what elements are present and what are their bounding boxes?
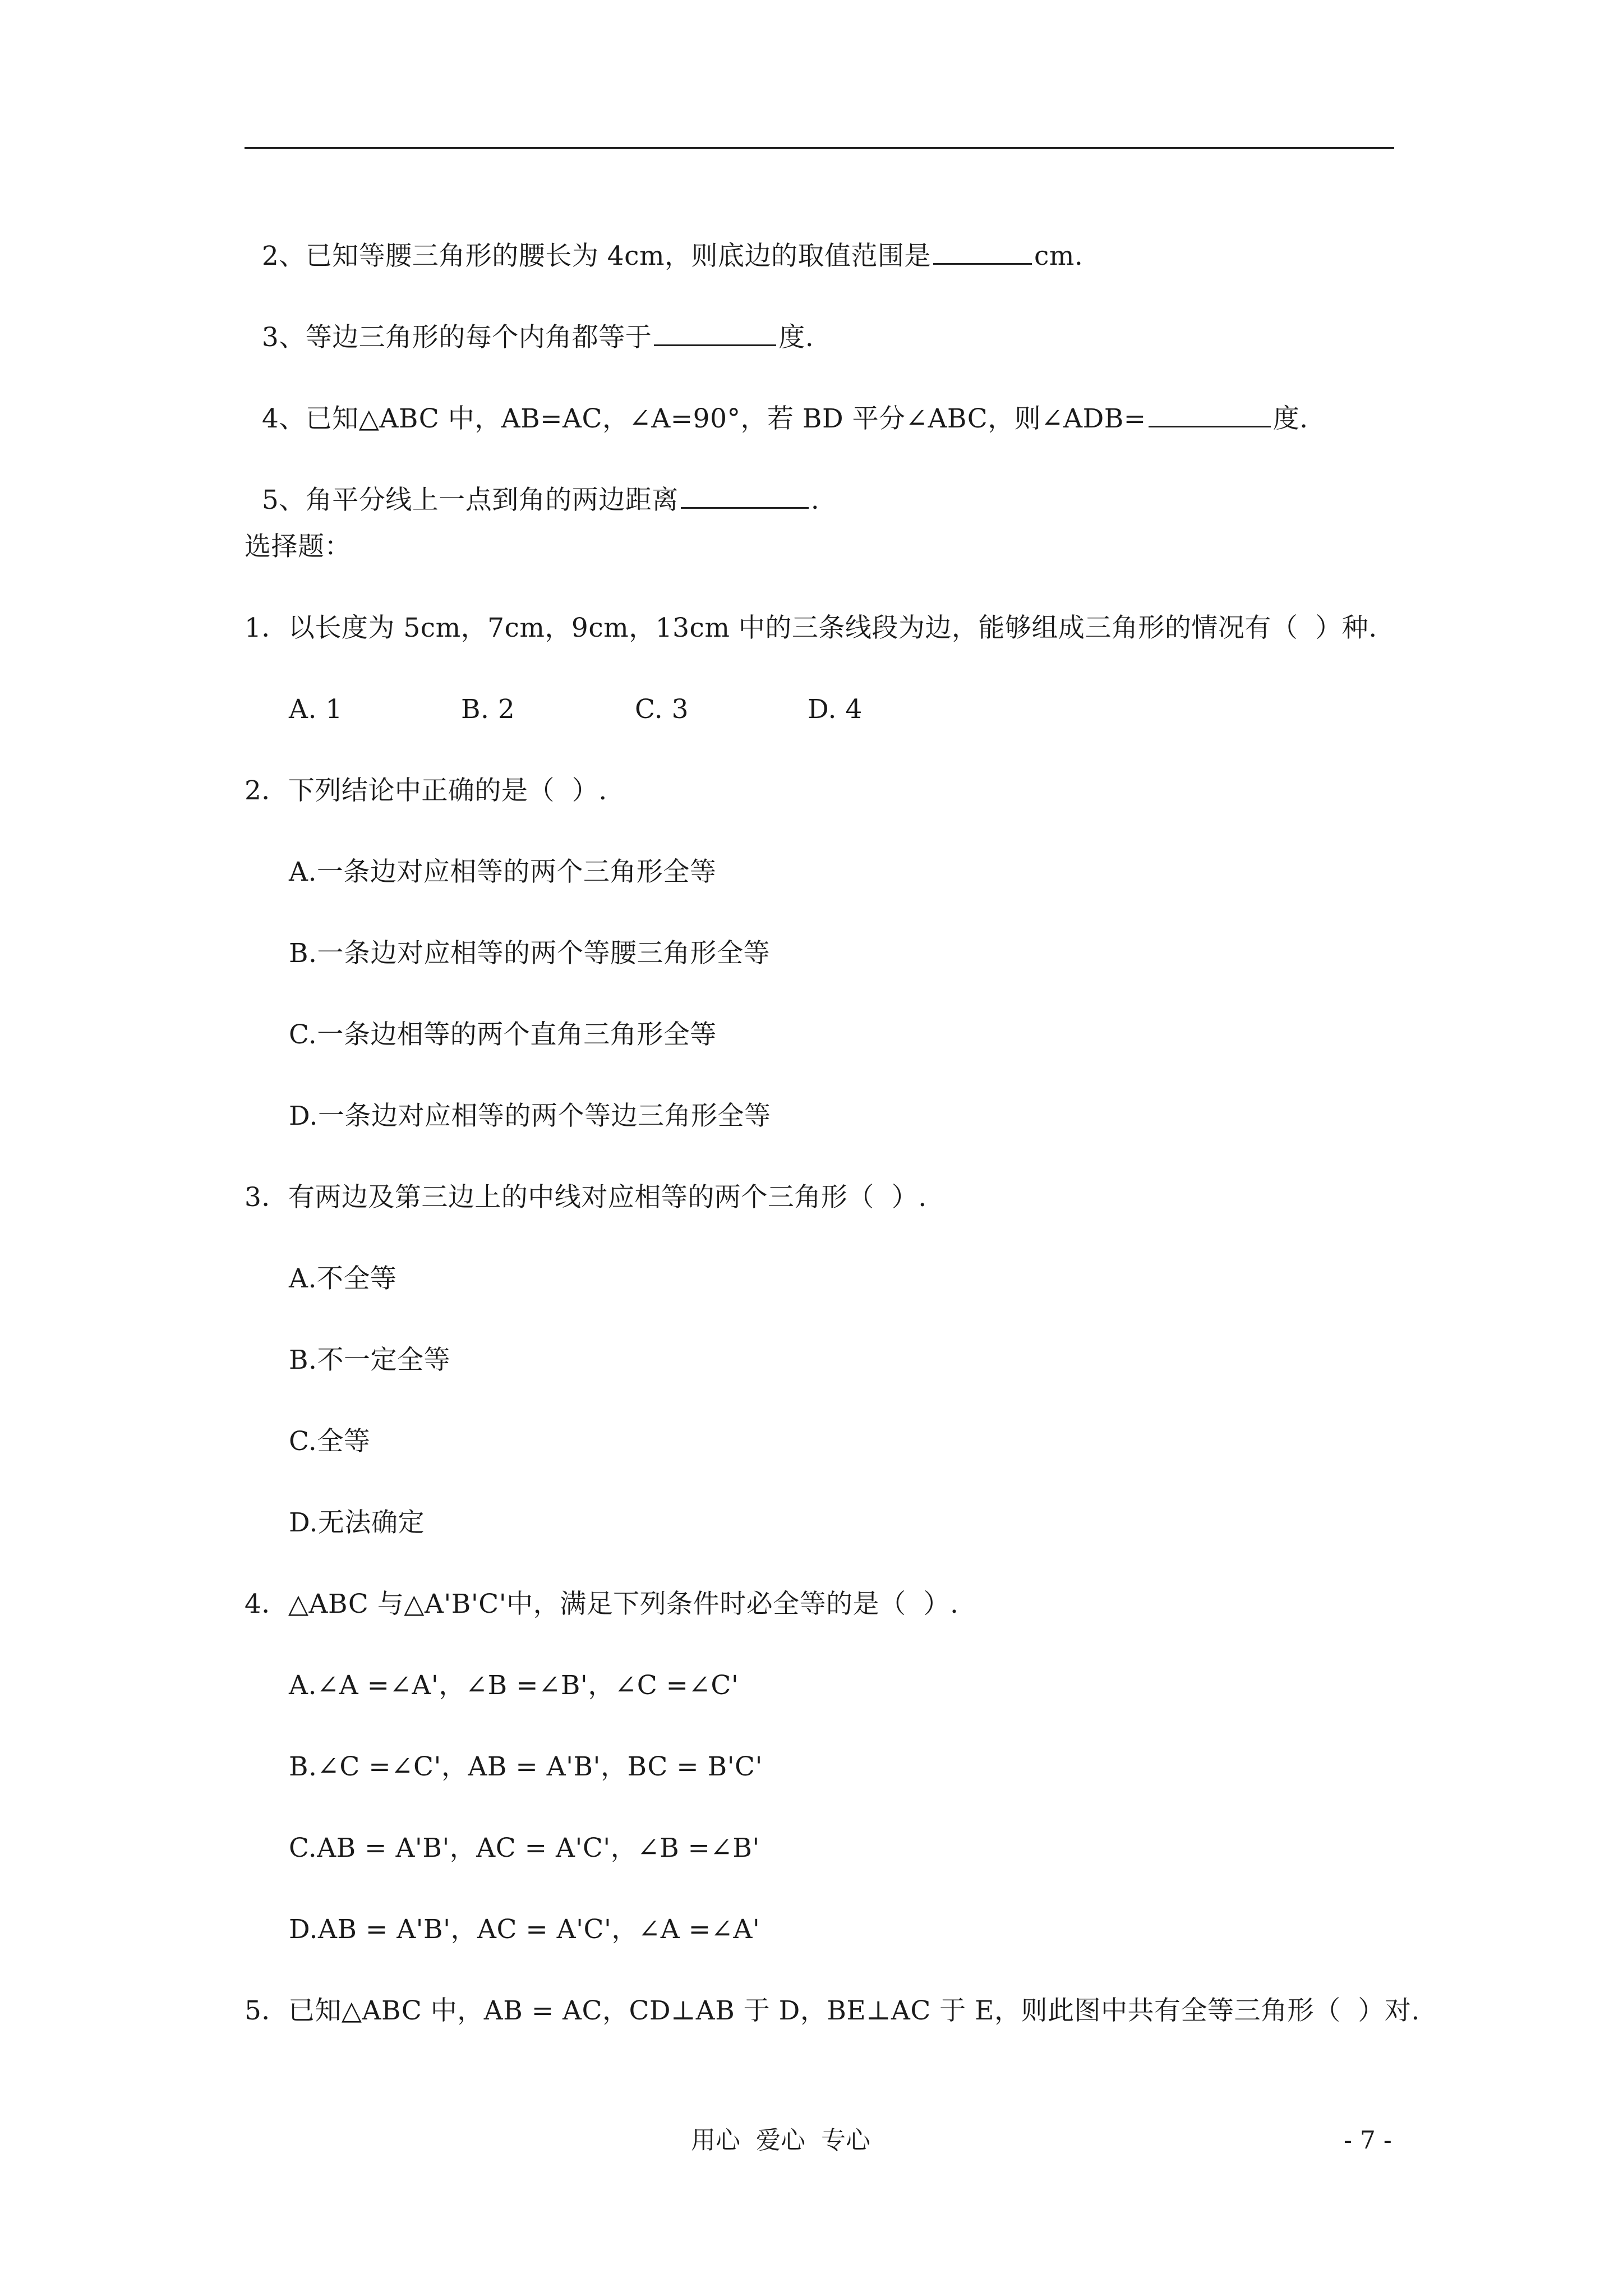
option-b: B. 2 [461, 694, 515, 725]
mc-question-3-option-c: C.全等 [289, 1426, 371, 1457]
fill-in-question-5 [245, 449, 819, 517]
mc-question-4-option-c: C.AB = A'B'，AC = A'C'，∠B =∠B' [289, 1833, 760, 1864]
mc-question-2-option-c: C.一条边相等的两个直角三角形全等 [289, 1019, 717, 1050]
page-number: - 7 - [1344, 2126, 1392, 2155]
section-title: 选择题： [245, 531, 351, 562]
mc-question-1-stem: 1．以长度为 5cm，7cm，9cm，13cm 中的三条线段为边，能够组成三角形的情况有（ ）种. [245, 613, 1377, 643]
answer-blank [681, 482, 809, 509]
question-text: 3、等边三角形的每个内角都等于 [261, 322, 652, 353]
mc-question-3-option-b: B.不一定全等 [289, 1345, 450, 1375]
mc-question-4-option-a: A.∠A =∠A'，∠B =∠B'，∠C =∠C' [289, 1670, 739, 1701]
mc-question-3-option-d: D.无法确定 [289, 1507, 425, 1538]
mc-question-4-option-b: B.∠C =∠C'，AB = A'B'，BC = B'C' [289, 1751, 763, 1782]
option-c: C. 3 [635, 694, 689, 725]
question-text-end: 度. [778, 322, 814, 353]
option-a: A. 1 [289, 694, 343, 725]
question-text-end: cm. [1034, 241, 1083, 272]
mc-question-2-option-b: B.一条边对应相等的两个等腰三角形全等 [289, 938, 770, 969]
answer-blank [654, 320, 776, 346]
mc-question-2-stem: 2．下列结论中正确的是（ ）. [245, 775, 607, 806]
fill-in-question-3 [245, 286, 814, 355]
question-text-end: 度. [1272, 403, 1308, 434]
fill-in-question-2 [245, 205, 1083, 273]
mc-question-4-stem: 4．△ABC 与△A'B'C'中，满足下列条件时必全等的是（ ）. [245, 1589, 959, 1619]
answer-blank [1149, 401, 1271, 427]
question-text-end: . [810, 485, 820, 516]
mc-question-3-stem: 3．有两边及第三边上的中线对应相等的两个三角形（ ）. [245, 1182, 927, 1213]
question-text: 2、已知等腰三角形的腰长为 4cm，则底边的取值范围是 [261, 241, 932, 272]
mc-question-3-option-a: A.不全等 [289, 1263, 397, 1294]
fill-in-question-4 [245, 367, 1308, 436]
question-text: 4、已知△ABC 中，AB=AC，∠A=90°，若 BD 平分∠ABC，则∠ADB= [261, 403, 1146, 434]
mc-question-2-option-a: A.一条边对应相等的两个三角形全等 [289, 857, 717, 887]
question-text: 5、角平分线上一点到角的两边距离 [261, 485, 679, 516]
mc-question-4-option-d: D.AB = A'B'，AC = A'C'，∠A =∠A' [289, 1914, 760, 1945]
header-rule [245, 147, 1394, 149]
answer-blank [933, 238, 1032, 265]
option-d: D. 4 [808, 694, 863, 725]
footer-slogan: 用心 爱心 专心 [691, 2126, 870, 2155]
mc-question-5-stem: 5．已知△ABC 中，AB = AC，CD⊥AB 于 D，BE⊥AC 于 E，则此图中共有全等三角形（ ）对. [245, 1995, 1420, 2026]
mc-question-1-options [0, 693, 1623, 726]
mc-question-2-option-d: D.一条边对应相等的两个等边三角形全等 [289, 1101, 771, 1131]
